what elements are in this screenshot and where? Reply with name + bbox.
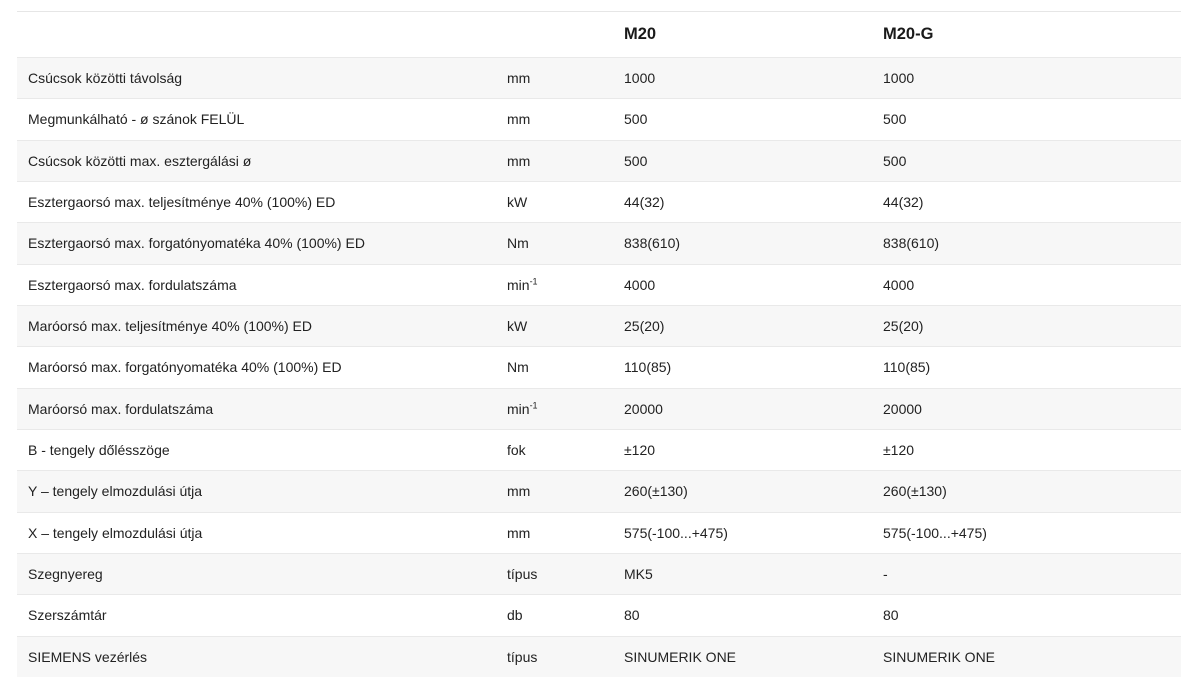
m20-value-cell: 80 xyxy=(624,607,640,624)
header-param-cell xyxy=(17,12,496,58)
spec-table xyxy=(17,11,1181,677)
unit-cell xyxy=(496,553,613,594)
m20-value-cell: 4000 xyxy=(624,276,656,293)
m20g-value-cell: 575(-100...+475) xyxy=(883,524,987,541)
m20g-value-cell: 500 xyxy=(883,111,907,128)
unit-cell xyxy=(496,181,613,222)
unit-label: mm xyxy=(507,483,531,500)
unit-cell xyxy=(496,347,613,388)
param-cell: Esztergaorsó max. teljesítménye 40% (100%) ED xyxy=(28,194,336,211)
m20-value-cell: 25(20) xyxy=(624,318,665,335)
table-row xyxy=(17,595,1181,636)
unit-label: mm xyxy=(507,70,531,87)
param-cell: B - tengely dőlésszöge xyxy=(28,442,170,459)
header-m20g-cell: M20-G xyxy=(883,25,934,43)
table-row xyxy=(17,388,1181,429)
table-row xyxy=(17,429,1181,470)
unit-exponent: -1 xyxy=(529,276,538,287)
unit-label: kW xyxy=(507,194,528,211)
m20-value-cell: 44(32) xyxy=(624,194,665,211)
table-row xyxy=(17,305,1181,346)
unit-cell xyxy=(496,264,613,305)
unit-label: Nm xyxy=(507,235,529,252)
unit-cell xyxy=(496,58,613,99)
param-cell: Esztergaorsó max. forgatónyomatéka 40% (100%) ED xyxy=(28,235,365,252)
m20g-value-cell: 25(20) xyxy=(883,318,924,335)
table-row xyxy=(17,264,1181,305)
m20-value-cell: 575(-100...+475) xyxy=(624,524,728,541)
unit-label: típus xyxy=(507,566,538,583)
m20g-value-cell: 1000 xyxy=(883,70,915,87)
param-cell: Szerszámtár xyxy=(28,607,107,624)
unit-label: mm xyxy=(507,152,531,169)
unit-cell xyxy=(496,99,613,140)
table-row xyxy=(17,636,1181,677)
table-header-row xyxy=(17,12,1181,58)
m20g-value-cell: 80 xyxy=(883,607,899,624)
m20-value-cell: 500 xyxy=(624,152,648,169)
unit-label: típus xyxy=(507,649,538,665)
unit-exponent: -1 xyxy=(529,400,538,411)
param-cell: Maróorsó max. fordulatszáma xyxy=(28,400,214,417)
param-cell: Megmunkálható - ø szánok FELÜL xyxy=(28,111,245,128)
unit-cell xyxy=(496,595,613,636)
table-row xyxy=(17,140,1181,181)
param-cell: Esztergaorsó max. fordulatszáma xyxy=(28,276,237,293)
unit-label: min xyxy=(507,276,530,293)
header-unit-cell xyxy=(496,12,613,58)
m20-value-cell: 110(85) xyxy=(624,359,672,376)
table-row xyxy=(17,471,1181,512)
m20-value-cell: 20000 xyxy=(624,400,663,417)
unit-label: Nm xyxy=(507,359,529,376)
unit-label: min xyxy=(507,400,530,417)
m20g-value-cell: SINUMERIK ONE xyxy=(883,649,996,665)
unit-label: fok xyxy=(507,442,526,459)
spec-table-body xyxy=(17,12,1181,678)
m20-value-cell: 1000 xyxy=(624,70,656,87)
unit-cell xyxy=(496,636,613,677)
param-cell: Maróorsó max. forgatónyomatéka 40% (100%) ED xyxy=(28,359,342,376)
m20-value-cell: 838(610) xyxy=(624,235,681,252)
m20g-value-cell: 838(610) xyxy=(883,235,940,252)
table-row xyxy=(17,553,1181,594)
unit-cell xyxy=(496,512,613,553)
param-cell: Csúcsok közötti max. esztergálási ø xyxy=(28,152,252,169)
unit-cell xyxy=(496,429,613,470)
unit-label: mm xyxy=(507,524,531,541)
table-row xyxy=(17,181,1181,222)
param-cell: Csúcsok közötti távolság xyxy=(28,70,183,87)
m20g-value-cell: 44(32) xyxy=(883,194,924,211)
table-row xyxy=(17,347,1181,388)
unit-cell xyxy=(496,388,613,429)
table-row xyxy=(17,99,1181,140)
unit-label: mm xyxy=(507,111,531,128)
m20-value-cell: SINUMERIK ONE xyxy=(624,649,737,665)
table-row xyxy=(17,512,1181,553)
param-cell: SIEMENS vezérlés xyxy=(28,649,148,665)
m20-value-cell: 260(±130) xyxy=(624,483,688,500)
param-cell: X – tengely elmozdulási útja xyxy=(28,524,203,541)
unit-cell xyxy=(496,223,613,264)
param-cell: Szegnyereg xyxy=(28,566,103,583)
unit-label: kW xyxy=(507,318,528,335)
m20-value-cell: 500 xyxy=(624,111,648,128)
param-cell: Y – tengely elmozdulási útja xyxy=(28,483,203,500)
unit-cell xyxy=(496,140,613,181)
table-row xyxy=(17,58,1181,99)
table-row xyxy=(17,223,1181,264)
m20-value-cell: ±120 xyxy=(624,442,656,459)
m20g-value-cell: - xyxy=(883,566,888,583)
unit-cell xyxy=(496,471,613,512)
header-m20-cell: M20 xyxy=(624,25,657,43)
m20g-value-cell: 260(±130) xyxy=(883,483,947,500)
m20g-value-cell: 4000 xyxy=(883,276,915,293)
unit-label: db xyxy=(507,607,523,624)
m20g-value-cell: ±120 xyxy=(883,442,915,459)
m20g-value-cell: 110(85) xyxy=(883,359,931,376)
m20-value-cell: MK5 xyxy=(624,566,653,583)
unit-cell xyxy=(496,305,613,346)
param-cell: Maróorsó max. teljesítménye 40% (100%) ED xyxy=(28,318,312,335)
m20g-value-cell: 20000 xyxy=(883,400,922,417)
m20g-value-cell: 500 xyxy=(883,152,907,169)
